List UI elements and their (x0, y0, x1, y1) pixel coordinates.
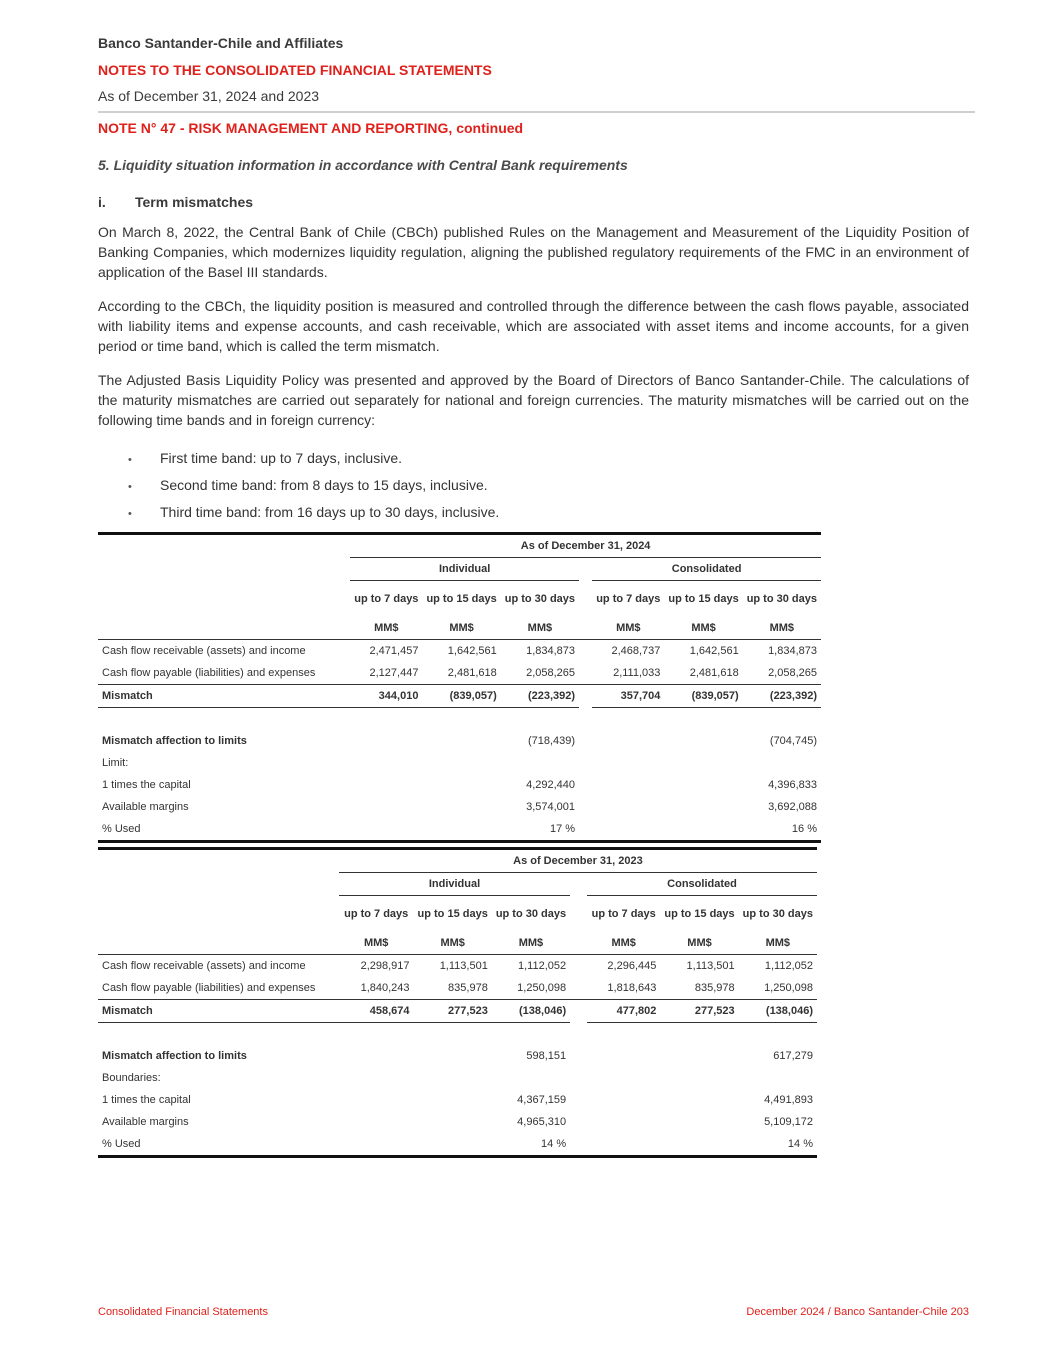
cell-value: (839,057) (664, 684, 742, 707)
cell-value: 2,468,737 (611, 644, 661, 657)
cell-value: 835,978 (660, 977, 738, 1000)
cell-value: 2,298,917 (360, 959, 410, 972)
cell-value: (704,745) (769, 734, 817, 747)
unit-label: MM$ (664, 617, 742, 640)
table-row (98, 752, 821, 774)
cell-value: 4,491,893 (764, 1093, 813, 1106)
cell-value: 1,250,098 (739, 977, 817, 1000)
table-row (98, 796, 821, 818)
unit-label: MM$ (350, 617, 422, 640)
row-label: Cash flow receivable (assets) and income (102, 644, 306, 657)
table-row (98, 639, 821, 662)
row-label: Boundaries: (102, 1071, 161, 1084)
column-header: up to 7 days (339, 896, 414, 932)
bullet-icon: • (128, 508, 132, 520)
row-label: 1 times the capital (102, 1093, 191, 1106)
subsection-number: i. (98, 194, 106, 210)
cell-value: 2,481,618 (422, 662, 500, 685)
cell-value: 2,058,265 (501, 662, 579, 685)
table-row (98, 1067, 817, 1089)
bullet-item (128, 477, 488, 493)
bullet-text: First time band: up to 7 days, inclusive. (160, 450, 402, 466)
cell-value: 2,471,457 (369, 644, 419, 657)
cell-value: 16 % (743, 818, 821, 842)
cell-value: 477,802 (587, 999, 660, 1022)
paragraph-1: On March 8, 2022, the Central Bank of Chile (CBCh) published Rules on the Management and Measurement of the Liquidity Position of Banking Companies, which modernizes liquidity regulation, aligning the published regulatory requirements of the FMC in an environment of application of the Basel III standards. (98, 224, 969, 280)
cell-value: 1,642,561 (447, 644, 497, 657)
bullet-text: Third time band: from 16 days up to 30 days, inclusive. (160, 504, 500, 520)
group-individual: Individual (350, 558, 579, 581)
unit-label: MM$ (739, 932, 817, 955)
row-label: Mismatch (98, 999, 339, 1022)
unit-label: MM$ (587, 932, 660, 955)
cell-value: 2,481,618 (664, 662, 742, 685)
cell-value: 5,109,172 (764, 1115, 813, 1128)
row-label: Limit: (102, 756, 129, 769)
cell-value: 2,296,445 (607, 959, 657, 972)
mismatch-row (98, 684, 821, 707)
cell-value: 277,523 (414, 999, 492, 1022)
cell-value: 1,840,243 (339, 977, 414, 1000)
column-header: up to 7 days (587, 896, 660, 932)
unit-label: MM$ (501, 617, 579, 640)
cell-value: 1,250,098 (492, 977, 570, 1000)
unit-label: MM$ (492, 932, 570, 955)
cell-value: 277,523 (660, 999, 738, 1022)
mismatch-row (98, 999, 817, 1022)
bullet-text: Second time band: from 8 days to 15 days, inclusive. (160, 477, 488, 493)
table-row (98, 1133, 817, 1157)
unit-label: MM$ (339, 932, 414, 955)
unit-label: MM$ (414, 932, 492, 955)
column-header: up to 30 days (739, 896, 817, 932)
period-header: As of December 31, 2024 (350, 534, 821, 558)
unit-label: MM$ (592, 617, 664, 640)
section-title: 5. Liquidity situation information in accordance with Central Bank requirements (98, 157, 628, 173)
row-label: Cash flow receivable (assets) and income (102, 959, 306, 972)
cell-value: 3,574,001 (526, 800, 576, 813)
cell-value: 344,010 (350, 684, 422, 707)
cell-value: 2,058,265 (743, 662, 821, 685)
group-individual: Individual (339, 873, 570, 896)
cell-value: 3,692,088 (768, 800, 817, 813)
cell-value: 4,965,310 (517, 1115, 567, 1128)
cell-value: 14 % (492, 1133, 570, 1157)
footer-page-info: December 2024 / Banco Santander-Chile 203 (746, 1306, 969, 1318)
table-row (98, 977, 817, 1000)
row-label: Mismatch affection to limits (102, 734, 247, 747)
mismatch-table-2024 (98, 532, 821, 843)
column-header: up to 30 days (501, 581, 579, 617)
row-label: % Used (98, 1133, 339, 1157)
cell-value: 1,112,052 (764, 959, 813, 972)
cell-value: 4,292,440 (526, 778, 576, 791)
column-header: up to 15 days (414, 896, 492, 932)
group-consolidated: Consolidated (587, 873, 817, 896)
cell-value: 357,704 (592, 684, 664, 707)
cell-value: 1,113,501 (686, 959, 735, 972)
row-label: Cash flow payable (liabilities) and expenses (98, 977, 339, 1000)
mismatch-table-2023 (98, 847, 817, 1158)
cell-value: 4,367,159 (517, 1093, 567, 1106)
row-label: Available margins (102, 800, 189, 813)
cell-value: 458,674 (339, 999, 414, 1022)
note-title: NOTE N° 47 - RISK MANAGEMENT AND REPORTING, continued (98, 120, 524, 136)
cell-value: 835,978 (414, 977, 492, 1000)
table-row (98, 1045, 817, 1067)
table-row (98, 954, 817, 977)
cell-value: 617,279 (773, 1049, 813, 1062)
bullet-icon: • (128, 481, 132, 493)
column-header: up to 15 days (664, 581, 742, 617)
column-header: up to 7 days (592, 581, 664, 617)
period-header: As of December 31, 2023 (339, 849, 817, 873)
cell-value: 4,396,833 (768, 778, 817, 791)
cell-value: (223,392) (501, 684, 579, 707)
subsection-title (98, 194, 253, 210)
table-row (98, 662, 821, 685)
row-label: Mismatch affection to limits (102, 1049, 247, 1062)
paragraph-2: According to the CBCh, the liquidity position is measured and controlled through the difference between the cash flows payable, associated with liability items and expense accounts, and cash receivable, which are associated with asset items and income accounts, for a given period or time band, which is called the term mismatch. (98, 298, 969, 354)
table-row (98, 818, 821, 842)
column-header: up to 30 days (743, 581, 821, 617)
bullet-item (128, 450, 402, 466)
cell-value: 1,113,501 (439, 959, 488, 972)
table-row (98, 774, 821, 796)
table-row (98, 1111, 817, 1133)
cell-value: 2,127,447 (350, 662, 422, 685)
cell-value: (718,439) (527, 734, 576, 747)
subsection-label: Term mismatches (135, 194, 254, 210)
unit-label: MM$ (660, 932, 738, 955)
column-header: up to 30 days (492, 896, 570, 932)
cell-value: 2,111,033 (592, 662, 664, 685)
cell-value: 1,818,643 (587, 977, 660, 1000)
as-of-date: As of December 31, 2024 and 2023 (98, 88, 320, 104)
row-label: 1 times the capital (102, 778, 191, 791)
row-label: Mismatch (98, 684, 350, 707)
bullet-item (128, 504, 499, 520)
row-label: Cash flow payable (liabilities) and expenses (98, 662, 350, 685)
cell-value: (138,046) (492, 999, 570, 1022)
company-name: Banco Santander-Chile and Affiliates (98, 35, 344, 51)
row-label: Available margins (102, 1115, 189, 1128)
footer-title: Consolidated Financial Statements (98, 1306, 268, 1318)
unit-label: MM$ (743, 617, 821, 640)
cell-value: 17 % (501, 818, 579, 842)
group-consolidated: Consolidated (592, 558, 821, 581)
cell-value: 14 % (739, 1133, 817, 1157)
cell-value: 1,834,873 (526, 644, 576, 657)
cell-value: 1,112,052 (517, 959, 567, 972)
column-header: up to 7 days (350, 581, 422, 617)
cell-value: (223,392) (743, 684, 821, 707)
column-header: up to 15 days (422, 581, 500, 617)
row-label: % Used (98, 818, 350, 842)
cell-value: 1,834,873 (768, 644, 817, 657)
cell-value: 1,642,561 (689, 644, 739, 657)
cell-value: (839,057) (422, 684, 500, 707)
column-header: up to 15 days (660, 896, 738, 932)
header-divider (98, 111, 975, 113)
cell-value: 598,151 (526, 1049, 567, 1062)
bullet-icon: • (128, 454, 132, 466)
table-row (98, 730, 821, 752)
table-row (98, 1089, 817, 1111)
cell-value: (138,046) (739, 999, 817, 1022)
notes-title: NOTES TO THE CONSOLIDATED FINANCIAL STATEMENTS (98, 62, 492, 78)
paragraph-3: The Adjusted Basis Liquidity Policy was presented and approved by the Board of Directors of Banco Santander-Chile. The calculations of the maturity mismatches are carried out separately for national and foreign currencies. The maturity mismatches will be carried out on the following time bands and in foreign currency: (98, 372, 969, 428)
unit-label: MM$ (422, 617, 500, 640)
